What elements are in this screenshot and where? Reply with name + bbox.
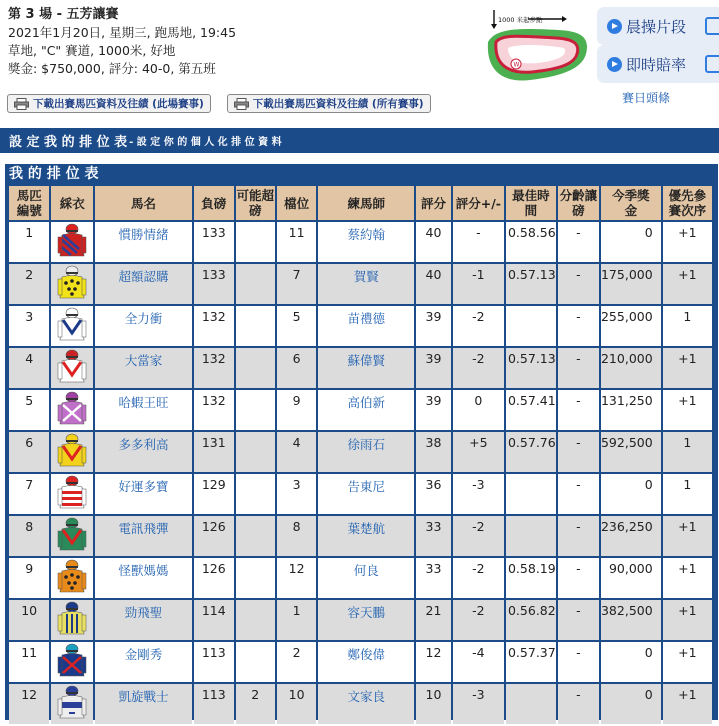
download-this-race-button[interactable]: [7, 94, 211, 113]
season-prize-cell: 175,000: [601, 264, 661, 304]
silk-cell: [51, 222, 93, 262]
overweight-cell: 2: [236, 684, 275, 724]
rating-change-cell: +5: [453, 432, 504, 472]
trainer-name-cell[interactable]: 賀賢: [318, 264, 414, 304]
col-header-rating-change[interactable]: 評分+/-: [453, 186, 504, 220]
trainer-name-cell[interactable]: 鄭俊偉: [318, 642, 414, 682]
table-row: [9, 642, 712, 682]
wfa-cell: -: [558, 306, 599, 346]
silk-cell: [51, 642, 93, 682]
table-row: [9, 390, 712, 430]
priority-cell: +1: [663, 600, 712, 640]
horse-number-cell: 11: [9, 642, 49, 682]
rating-cell: 39: [416, 306, 451, 346]
rating-change-cell: -: [453, 222, 504, 262]
horse-number-cell: 6: [9, 432, 49, 472]
race-conditions: 草地, "C" 賽道, 1000米, 好地: [8, 43, 176, 58]
season-prize-cell: 90,000: [601, 558, 661, 598]
horse-number-cell: 3: [9, 306, 49, 346]
rating-change-cell: -2: [453, 600, 504, 640]
horse-number-cell: 4: [9, 348, 49, 388]
weight-cell: 132: [194, 306, 234, 346]
overweight-cell: [236, 432, 275, 472]
settings-title: 設 定 我 的 排 位 表: [9, 135, 128, 150]
table-row: [9, 516, 712, 556]
trainer-name-cell[interactable]: 高伯新: [318, 390, 414, 430]
best-time-cell: 0.57.41: [506, 390, 556, 430]
weight-cell: 133: [194, 222, 234, 262]
horse-name-cell[interactable]: 電訊飛彈: [95, 516, 192, 556]
weight-cell: 131: [194, 432, 234, 472]
season-prize-cell: 382,500: [601, 600, 661, 640]
silk-cell: [51, 348, 93, 388]
trainer-name-cell[interactable]: 蔡約翰: [318, 222, 414, 262]
weight-cell: 126: [194, 558, 234, 598]
best-time-cell: [506, 306, 556, 346]
wfa-cell: -: [558, 264, 599, 304]
trainer-name-cell[interactable]: 容天鵬: [318, 600, 414, 640]
priority-cell: +1: [663, 348, 712, 388]
table-row: [9, 222, 712, 262]
season-prize-cell: 210,000: [601, 348, 661, 388]
overweight-cell: [236, 222, 275, 262]
silk-cell: [51, 264, 93, 304]
external-link-icon: [705, 55, 719, 73]
overweight-cell: [236, 642, 275, 682]
start-point-label: 1000 米起步點: [498, 16, 543, 24]
jockey-silk-icon: [57, 265, 87, 299]
jockey-silk-icon: [57, 643, 87, 677]
weight-cell: 132: [194, 348, 234, 388]
horse-number-cell: 5: [9, 390, 49, 430]
race-day-headlines-link[interactable]: 賽日頭條: [622, 91, 671, 105]
col-header-prize[interactable]: 今季獎 金: [601, 186, 661, 220]
priority-cell: 1: [663, 432, 712, 472]
jockey-silk-icon: [57, 391, 87, 425]
wfa-cell: -: [558, 432, 599, 472]
col-header-overweight[interactable]: 可能超 磅: [236, 188, 274, 218]
weight-cell: 133: [194, 264, 234, 304]
race-prize-info: 獎金: $750,000, 評分: 40-0, 第五班: [8, 61, 216, 76]
horse-name-cell[interactable]: 慣勝情緒: [95, 222, 192, 262]
horse-name-cell[interactable]: 好運多寶: [95, 474, 192, 514]
weight-cell: 114: [194, 600, 234, 640]
rating-cell: 12: [416, 642, 451, 682]
col-header-silk[interactable]: 綵衣: [51, 186, 93, 220]
rating-cell: 38: [416, 432, 451, 472]
play-icon: [607, 19, 622, 34]
priority-cell: +1: [663, 390, 712, 430]
wfa-cell: -: [558, 684, 599, 724]
draw-cell: 12: [277, 558, 316, 598]
horse-name-cell[interactable]: 哈蝦王旺: [95, 390, 192, 430]
priority-cell: +1: [663, 222, 712, 262]
best-time-cell: 0.58.19: [506, 558, 556, 598]
wfa-cell: -: [558, 600, 599, 640]
silk-cell: [51, 390, 93, 430]
silk-cell: [51, 474, 93, 514]
morning-trackwork-button[interactable]: [597, 7, 719, 45]
table-row: [9, 684, 712, 724]
weight-cell: 113: [194, 642, 234, 682]
trainer-name-cell[interactable]: 徐雨石: [318, 432, 414, 472]
printer-icon: [234, 98, 249, 110]
rating-change-cell: -2: [453, 306, 504, 346]
season-prize-cell: 236,250: [601, 516, 661, 556]
morning-trackwork-label: 晨操片段: [626, 17, 687, 36]
live-odds-label: 即時賠率: [626, 55, 687, 74]
external-link-icon: [705, 17, 719, 35]
col-header-rating[interactable]: 評分: [416, 186, 451, 220]
silk-cell: [51, 306, 93, 346]
season-prize-cell: 131,250: [601, 390, 661, 430]
live-odds-button[interactable]: [597, 45, 719, 83]
table-row: [9, 558, 712, 598]
draw-cell: 8: [277, 516, 316, 556]
silk-cell: [51, 600, 93, 640]
rating-change-cell: 0: [453, 390, 504, 430]
horse-name-cell[interactable]: 超額認購: [95, 264, 192, 304]
horse-name-cell[interactable]: 凱旋戰士: [95, 684, 192, 724]
best-time-cell: [506, 684, 556, 724]
best-time-cell: [506, 516, 556, 556]
silk-cell: [51, 558, 93, 598]
settings-band[interactable]: [0, 128, 719, 153]
col-header-no[interactable]: 馬匹 編號: [9, 186, 49, 220]
rating-change-cell: -3: [453, 684, 504, 724]
horse-name-cell[interactable]: 全力衝: [95, 306, 192, 346]
col-header-weight[interactable]: 負磅: [194, 186, 234, 220]
racecard-title: 我 的 排 位 表: [9, 166, 99, 182]
rating-change-cell: -2: [453, 348, 504, 388]
horse-number-cell: 10: [9, 600, 49, 640]
jockey-silk-icon: [57, 349, 87, 383]
rating-cell: 36: [416, 474, 451, 514]
draw-cell: 2: [277, 642, 316, 682]
rating-cell: 40: [416, 222, 451, 262]
horse-number-cell: 9: [9, 558, 49, 598]
weight-cell: 132: [194, 390, 234, 430]
trainer-name-cell[interactable]: 苗禮德: [318, 306, 414, 346]
wfa-cell: -: [558, 390, 599, 430]
horse-name-cell[interactable]: 多多利高: [95, 432, 192, 472]
draw-cell: 3: [277, 474, 316, 514]
silk-cell: [51, 684, 93, 724]
weight-cell: 126: [194, 516, 234, 556]
draw-cell: 11: [277, 222, 316, 262]
rating-change-cell: -2: [453, 558, 504, 598]
svg-text:W: W: [513, 61, 520, 69]
trainer-name-cell[interactable]: 葉楚航: [318, 516, 414, 556]
race-title: 第 3 場 - 五芳讓賽: [8, 7, 119, 22]
season-prize-cell: 255,000: [601, 306, 661, 346]
rating-cell: 33: [416, 558, 451, 598]
table-row: [9, 600, 712, 640]
rating-change-cell: -3: [453, 474, 504, 514]
horse-name-cell[interactable]: 金剛秀: [95, 642, 192, 682]
overweight-cell: [236, 348, 275, 388]
horse-number-cell: 8: [9, 516, 49, 556]
overweight-cell: [236, 306, 275, 346]
overweight-cell: [236, 474, 275, 514]
race-info: [8, 6, 236, 78]
table-row: [9, 432, 712, 472]
best-time-cell: 0.56.82: [506, 600, 556, 640]
download-bar: [7, 94, 431, 113]
best-time-cell: [506, 474, 556, 514]
col-header-priority[interactable]: 優先參 賽次序: [663, 186, 712, 220]
draw-cell: 10: [277, 684, 316, 724]
season-prize-cell: 0: [601, 684, 661, 724]
col-header-wfa[interactable]: 分齡讓 磅: [559, 188, 598, 218]
wfa-cell: -: [558, 348, 599, 388]
best-time-cell: 0.57.76: [506, 432, 556, 472]
rating-change-cell: -2: [453, 516, 504, 556]
overweight-cell: [236, 516, 275, 556]
download-all-races-button[interactable]: [227, 94, 431, 113]
jockey-silk-icon: [57, 433, 87, 467]
rating-change-cell: -4: [453, 642, 504, 682]
jockey-silk-icon: [57, 685, 87, 719]
best-time-cell: 0.57.37: [506, 642, 556, 682]
overweight-cell: [236, 600, 275, 640]
horse-number-cell: 7: [9, 474, 49, 514]
col-header-draw[interactable]: 檔位: [277, 186, 316, 220]
printer-icon: [14, 98, 29, 110]
jockey-silk-icon: [57, 307, 87, 341]
best-time-cell: 0.57.13: [506, 348, 556, 388]
draw-cell: 4: [277, 432, 316, 472]
col-header-best-time[interactable]: 最佳時 間: [506, 186, 556, 220]
trainer-name-cell[interactable]: 文家良: [318, 684, 414, 724]
table-row: [9, 348, 712, 388]
priority-cell: 1: [663, 474, 712, 514]
season-prize-cell: 592,500: [601, 432, 661, 472]
table-row: [9, 474, 712, 514]
rating-change-cell: -1: [453, 264, 504, 304]
silk-cell: [51, 516, 93, 556]
weight-cell: 113: [194, 684, 234, 724]
wfa-cell: -: [558, 474, 599, 514]
priority-cell: +1: [663, 642, 712, 682]
weight-cell: 129: [194, 474, 234, 514]
horse-name-cell[interactable]: 勁飛聖: [95, 600, 192, 640]
season-prize-cell: 0: [601, 642, 661, 682]
priority-cell: 1: [663, 306, 712, 346]
col-header-horse[interactable]: 馬名: [95, 186, 192, 220]
race-datetime: 2021年1月20日, 星期三, 跑馬地, 19:45: [8, 25, 237, 40]
silk-cell: [51, 432, 93, 472]
trainer-name-cell[interactable]: 何良: [318, 558, 414, 598]
draw-cell: 7: [277, 264, 316, 304]
overweight-cell: [236, 264, 275, 304]
wfa-cell: -: [558, 642, 599, 682]
wfa-cell: -: [558, 516, 599, 556]
priority-cell: +1: [663, 264, 712, 304]
jockey-silk-icon: [57, 223, 87, 257]
season-prize-cell: 0: [601, 474, 661, 514]
best-time-cell: 0.57.13: [506, 264, 556, 304]
jockey-silk-icon: [57, 475, 87, 509]
rating-cell: 33: [416, 516, 451, 556]
racecard-table: [7, 184, 714, 726]
draw-cell: 9: [277, 390, 316, 430]
horse-number-cell: 12: [9, 684, 49, 724]
rating-cell: 39: [416, 348, 451, 388]
table-row: [9, 264, 712, 304]
settings-subtitle: - 設 定 你 的 個 人 化 排 位 資 料: [129, 137, 282, 148]
jockey-silk-icon: [57, 601, 87, 635]
jockey-silk-icon: [57, 517, 87, 551]
table-header-row: [9, 186, 712, 220]
best-time-cell: 0.58.56: [506, 222, 556, 262]
horse-name-cell[interactable]: 怪獸媽媽: [95, 558, 192, 598]
draw-cell: 5: [277, 306, 316, 346]
season-prize-cell: 0: [601, 222, 661, 262]
wfa-cell: -: [558, 558, 599, 598]
rating-cell: 39: [416, 390, 451, 430]
priority-cell: +1: [663, 516, 712, 556]
table-row: [9, 306, 712, 346]
play-icon: [607, 57, 622, 72]
horse-number-cell: 2: [9, 264, 49, 304]
draw-cell: 1: [277, 600, 316, 640]
rating-cell: 21: [416, 600, 451, 640]
priority-cell: +1: [663, 558, 712, 598]
wfa-cell: -: [558, 222, 599, 262]
overweight-cell: [236, 558, 275, 598]
priority-cell: +1: [663, 684, 712, 724]
track-map: [478, 8, 596, 94]
horse-name-cell[interactable]: 大當家: [95, 348, 192, 388]
jockey-silk-icon: [57, 559, 87, 593]
download-this-race-label: 下載出賽馬匹資料及往績 (此場賽事): [33, 98, 204, 110]
horse-number-cell: 1: [9, 222, 49, 262]
draw-cell: 6: [277, 348, 316, 388]
overweight-cell: [236, 390, 275, 430]
trainer-name-cell[interactable]: 蘇偉賢: [318, 348, 414, 388]
trainer-name-cell[interactable]: 告東尼: [318, 474, 414, 514]
rating-cell: 40: [416, 264, 451, 304]
my-racecard: [5, 164, 718, 720]
download-all-races-label: 下載出賽馬匹資料及往績 (所有賽事): [252, 98, 424, 110]
rating-cell: 10: [416, 684, 451, 724]
col-header-trainer[interactable]: 練馬師: [318, 186, 414, 220]
